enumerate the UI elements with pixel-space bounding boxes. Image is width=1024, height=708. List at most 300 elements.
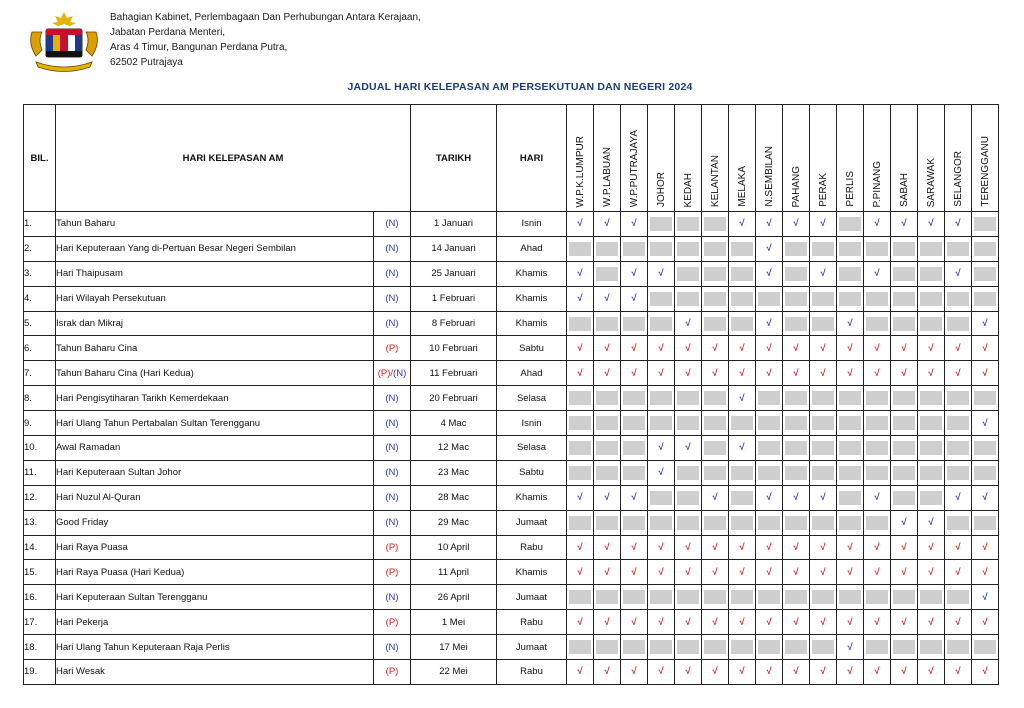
state-check-cell: √ xyxy=(837,535,864,560)
state-off-cell xyxy=(945,460,972,485)
row-number: 9. xyxy=(24,411,56,436)
state-header-label: SELANGOR xyxy=(952,151,964,207)
state-check-cell: √ xyxy=(891,660,918,685)
state-off-cell xyxy=(972,261,999,286)
state-check-cell: √ xyxy=(891,535,918,560)
not-applicable-fill xyxy=(623,242,645,256)
state-off-cell xyxy=(756,460,783,485)
state-off-cell xyxy=(864,236,891,261)
not-applicable-fill xyxy=(650,590,672,604)
state-off-cell xyxy=(783,236,810,261)
col-header-bil: BIL. xyxy=(24,105,56,212)
not-applicable-fill xyxy=(920,441,942,455)
state-check-cell: √ xyxy=(864,560,891,585)
state-off-cell xyxy=(567,510,594,535)
not-applicable-fill xyxy=(569,466,591,480)
state-header xyxy=(594,105,621,212)
holiday-type-badge: (N) xyxy=(374,212,411,237)
not-applicable-fill xyxy=(650,391,672,405)
state-off-cell xyxy=(810,386,837,411)
not-applicable-fill xyxy=(785,416,807,430)
not-applicable-fill xyxy=(974,640,996,654)
row-number: 18. xyxy=(24,635,56,660)
state-off-cell xyxy=(594,386,621,411)
state-off-cell xyxy=(648,485,675,510)
state-check-cell: √ xyxy=(972,560,999,585)
state-off-cell xyxy=(729,236,756,261)
state-off-cell xyxy=(756,386,783,411)
not-applicable-fill xyxy=(947,242,969,256)
state-check-cell: √ xyxy=(945,361,972,386)
not-applicable-fill xyxy=(920,640,942,654)
not-applicable-fill xyxy=(947,590,969,604)
state-off-cell xyxy=(621,436,648,461)
not-applicable-fill xyxy=(569,441,591,455)
state-check-cell: √ xyxy=(567,336,594,361)
state-check-cell: √ xyxy=(756,236,783,261)
state-off-cell xyxy=(567,311,594,336)
row-number: 19. xyxy=(24,660,56,685)
state-off-cell xyxy=(648,411,675,436)
holiday-name: Hari Ulang Tahun Pertabalan Sultan Terengganu xyxy=(56,411,374,436)
holiday-name: Hari Nuzul Al-Quran xyxy=(56,485,374,510)
malaysia-coat-of-arms-logo xyxy=(22,10,106,74)
not-applicable-fill xyxy=(596,441,618,455)
state-check-cell: √ xyxy=(594,212,621,237)
state-off-cell xyxy=(729,635,756,660)
not-applicable-fill xyxy=(731,516,753,530)
state-header xyxy=(621,105,648,212)
state-check-cell: √ xyxy=(567,261,594,286)
not-applicable-fill xyxy=(839,217,861,231)
state-check-cell: √ xyxy=(972,336,999,361)
state-off-cell xyxy=(837,261,864,286)
not-applicable-fill xyxy=(974,292,996,306)
not-applicable-fill xyxy=(866,516,888,530)
not-applicable-fill xyxy=(623,416,645,430)
holiday-date: 14 Januari xyxy=(411,236,497,261)
holiday-day: Khamis xyxy=(497,286,567,311)
state-check-cell: √ xyxy=(891,610,918,635)
state-off-cell xyxy=(810,236,837,261)
holiday-name: Hari Wilayah Persekutuan xyxy=(56,286,374,311)
not-applicable-fill xyxy=(785,317,807,331)
holiday-date: 20 Februari xyxy=(411,386,497,411)
not-applicable-fill xyxy=(947,416,969,430)
state-off-cell xyxy=(567,585,594,610)
state-off-cell xyxy=(594,635,621,660)
state-check-cell: √ xyxy=(783,560,810,585)
state-off-cell xyxy=(891,585,918,610)
not-applicable-fill xyxy=(893,640,915,654)
state-check-cell: √ xyxy=(648,610,675,635)
state-check-cell: √ xyxy=(675,336,702,361)
col-header-date: TARIKH xyxy=(411,105,497,212)
row-number: 12. xyxy=(24,485,56,510)
state-header-label: N.SEMBILAN xyxy=(763,146,775,207)
state-check-cell: √ xyxy=(945,485,972,510)
state-off-cell xyxy=(810,585,837,610)
holiday-day: Rabu xyxy=(497,660,567,685)
holiday-date: 17 Mei xyxy=(411,635,497,660)
state-off-cell xyxy=(945,585,972,610)
state-off-cell xyxy=(567,635,594,660)
holiday-day: Isnin xyxy=(497,212,567,237)
state-check-cell: √ xyxy=(918,610,945,635)
row-number: 17. xyxy=(24,610,56,635)
state-check-cell: √ xyxy=(621,535,648,560)
not-applicable-fill xyxy=(785,292,807,306)
state-check-cell: √ xyxy=(729,660,756,685)
state-off-cell xyxy=(783,460,810,485)
state-off-cell xyxy=(675,485,702,510)
holiday-type-badge: (N) xyxy=(374,585,411,610)
state-check-cell: √ xyxy=(567,485,594,510)
not-applicable-fill xyxy=(947,391,969,405)
state-off-cell xyxy=(918,635,945,660)
state-check-cell: √ xyxy=(891,361,918,386)
state-check-cell: √ xyxy=(891,510,918,535)
state-off-cell xyxy=(945,311,972,336)
not-applicable-fill xyxy=(812,516,834,530)
state-off-cell xyxy=(783,311,810,336)
state-header xyxy=(918,105,945,212)
table-row xyxy=(24,386,999,411)
not-applicable-fill xyxy=(893,391,915,405)
state-off-cell xyxy=(729,485,756,510)
state-off-cell xyxy=(891,286,918,311)
state-check-cell: √ xyxy=(918,560,945,585)
state-check-cell: √ xyxy=(810,535,837,560)
state-check-cell: √ xyxy=(729,386,756,411)
state-check-cell: √ xyxy=(729,436,756,461)
state-check-cell: √ xyxy=(945,660,972,685)
state-header xyxy=(729,105,756,212)
not-applicable-fill xyxy=(839,292,861,306)
state-check-cell: √ xyxy=(945,212,972,237)
not-applicable-fill xyxy=(839,416,861,430)
not-applicable-fill xyxy=(596,640,618,654)
holiday-name: Tahun Baharu Cina xyxy=(56,336,374,361)
state-off-cell xyxy=(864,436,891,461)
state-check-cell: √ xyxy=(972,411,999,436)
state-off-cell xyxy=(945,411,972,436)
state-check-cell: √ xyxy=(837,560,864,585)
row-number: 6. xyxy=(24,336,56,361)
state-off-cell xyxy=(891,236,918,261)
state-off-cell xyxy=(972,236,999,261)
table-row xyxy=(24,510,999,535)
state-off-cell xyxy=(621,585,648,610)
table-row xyxy=(24,236,999,261)
state-header xyxy=(567,105,594,212)
not-applicable-fill xyxy=(704,267,726,281)
state-header xyxy=(864,105,891,212)
not-applicable-fill xyxy=(731,466,753,480)
state-off-cell xyxy=(756,585,783,610)
state-check-cell: √ xyxy=(972,585,999,610)
not-applicable-fill xyxy=(974,466,996,480)
not-applicable-fill xyxy=(596,242,618,256)
holiday-type-badge: (N) xyxy=(374,261,411,286)
table-row xyxy=(24,336,999,361)
state-off-cell xyxy=(810,436,837,461)
table-row xyxy=(24,261,999,286)
state-check-cell: √ xyxy=(621,261,648,286)
state-off-cell xyxy=(594,510,621,535)
state-off-cell xyxy=(837,286,864,311)
holiday-name: Hari Raya Puasa (Hari Kedua) xyxy=(56,560,374,585)
state-off-cell xyxy=(837,436,864,461)
state-check-cell: √ xyxy=(756,535,783,560)
state-off-cell xyxy=(837,485,864,510)
state-check-cell: √ xyxy=(648,560,675,585)
not-applicable-fill xyxy=(677,416,699,430)
not-applicable-fill xyxy=(731,267,753,281)
type-part-state: (P)/ xyxy=(377,367,394,379)
not-applicable-fill xyxy=(650,242,672,256)
state-check-cell: √ xyxy=(675,610,702,635)
not-applicable-fill xyxy=(569,640,591,654)
not-applicable-fill xyxy=(650,217,672,231)
state-check-cell: √ xyxy=(756,261,783,286)
table-row xyxy=(24,560,999,585)
table-row xyxy=(24,635,999,660)
state-check-cell: √ xyxy=(945,336,972,361)
not-applicable-fill xyxy=(947,441,969,455)
state-check-cell: √ xyxy=(567,212,594,237)
not-applicable-fill xyxy=(893,292,915,306)
state-header-label: TERENGGANU xyxy=(979,136,991,207)
state-off-cell xyxy=(567,460,594,485)
state-check-cell: √ xyxy=(594,660,621,685)
not-applicable-fill xyxy=(785,267,807,281)
state-header xyxy=(891,105,918,212)
not-applicable-fill xyxy=(596,317,618,331)
state-check-cell: √ xyxy=(675,436,702,461)
not-applicable-fill xyxy=(893,242,915,256)
not-applicable-fill xyxy=(974,516,996,530)
holiday-name: Hari Keputeraan Yang di-Pertuan Besar Negeri Sembilan xyxy=(56,236,374,261)
state-off-cell xyxy=(945,286,972,311)
address-block xyxy=(110,10,421,70)
not-applicable-fill xyxy=(947,292,969,306)
state-check-cell: √ xyxy=(648,261,675,286)
not-applicable-fill xyxy=(974,242,996,256)
not-applicable-fill xyxy=(704,292,726,306)
not-applicable-fill xyxy=(947,516,969,530)
state-header-label: W.P.LABUAN xyxy=(601,147,613,207)
holiday-name: Hari Keputeraan Sultan Terengganu xyxy=(56,585,374,610)
not-applicable-fill xyxy=(677,640,699,654)
page-title: JADUAL HARI KELEPASAN AM PERSEKUTUAN DAN NEGERI 2024 xyxy=(347,81,693,93)
state-off-cell xyxy=(702,236,729,261)
not-applicable-fill xyxy=(812,292,834,306)
state-off-cell xyxy=(729,460,756,485)
not-applicable-fill xyxy=(866,391,888,405)
not-applicable-fill xyxy=(623,317,645,331)
row-number: 16. xyxy=(24,585,56,610)
holiday-date: 25 Januari xyxy=(411,261,497,286)
state-check-cell: √ xyxy=(675,311,702,336)
state-off-cell xyxy=(945,635,972,660)
holiday-type-badge: (N) xyxy=(374,286,411,311)
not-applicable-fill xyxy=(974,217,996,231)
state-check-cell: √ xyxy=(756,361,783,386)
state-check-cell: √ xyxy=(864,485,891,510)
state-check-cell: √ xyxy=(675,660,702,685)
not-applicable-fill xyxy=(812,242,834,256)
not-applicable-fill xyxy=(839,441,861,455)
not-applicable-fill xyxy=(893,466,915,480)
holiday-day: Sabtu xyxy=(497,336,567,361)
state-off-cell xyxy=(837,585,864,610)
not-applicable-fill xyxy=(731,242,753,256)
state-check-cell: √ xyxy=(756,560,783,585)
holiday-day: Ahad xyxy=(497,361,567,386)
not-applicable-fill xyxy=(704,441,726,455)
state-off-cell xyxy=(594,261,621,286)
not-applicable-fill xyxy=(704,466,726,480)
not-applicable-fill xyxy=(677,466,699,480)
state-off-cell xyxy=(675,460,702,485)
state-check-cell: √ xyxy=(837,635,864,660)
not-applicable-fill xyxy=(785,590,807,604)
state-header-label: PERAK xyxy=(817,173,829,207)
state-off-cell xyxy=(918,261,945,286)
state-off-cell xyxy=(891,411,918,436)
state-off-cell xyxy=(621,386,648,411)
state-off-cell xyxy=(783,436,810,461)
not-applicable-fill xyxy=(866,242,888,256)
state-off-cell xyxy=(567,411,594,436)
holiday-type-badge: (P) xyxy=(374,336,411,361)
table-row xyxy=(24,286,999,311)
table-row xyxy=(24,660,999,685)
state-off-cell xyxy=(837,460,864,485)
state-off-cell xyxy=(648,386,675,411)
holiday-date: 11 Februari xyxy=(411,361,497,386)
state-check-cell: √ xyxy=(837,311,864,336)
not-applicable-fill xyxy=(812,590,834,604)
state-check-cell: √ xyxy=(891,212,918,237)
not-applicable-fill xyxy=(758,640,780,654)
state-off-cell xyxy=(810,510,837,535)
row-number: 7. xyxy=(24,361,56,386)
holiday-name: Tahun Baharu xyxy=(56,212,374,237)
state-off-cell xyxy=(837,411,864,436)
state-header xyxy=(675,105,702,212)
state-check-cell: √ xyxy=(783,336,810,361)
not-applicable-fill xyxy=(650,640,672,654)
not-applicable-fill xyxy=(866,441,888,455)
state-off-cell xyxy=(864,635,891,660)
state-check-cell: √ xyxy=(891,336,918,361)
state-check-cell: √ xyxy=(621,212,648,237)
state-off-cell xyxy=(783,411,810,436)
not-applicable-fill xyxy=(596,466,618,480)
state-off-cell xyxy=(675,286,702,311)
state-check-cell: √ xyxy=(567,535,594,560)
state-check-cell: √ xyxy=(918,361,945,386)
not-applicable-fill xyxy=(893,590,915,604)
state-check-cell: √ xyxy=(918,660,945,685)
state-check-cell: √ xyxy=(567,286,594,311)
not-applicable-fill xyxy=(866,317,888,331)
state-header xyxy=(702,105,729,212)
state-header xyxy=(945,105,972,212)
not-applicable-fill xyxy=(596,590,618,604)
not-applicable-fill xyxy=(569,416,591,430)
holiday-day: Rabu xyxy=(497,535,567,560)
state-off-cell xyxy=(729,585,756,610)
state-off-cell xyxy=(729,411,756,436)
not-applicable-fill xyxy=(650,491,672,505)
not-applicable-fill xyxy=(812,317,834,331)
state-check-cell: √ xyxy=(621,610,648,635)
not-applicable-fill xyxy=(785,466,807,480)
state-header xyxy=(810,105,837,212)
not-applicable-fill xyxy=(704,391,726,405)
state-off-cell xyxy=(702,311,729,336)
state-check-cell: √ xyxy=(621,336,648,361)
holiday-type-badge: (N) xyxy=(374,436,411,461)
state-off-cell xyxy=(972,436,999,461)
holiday-date: 23 Mac xyxy=(411,460,497,485)
state-check-cell: √ xyxy=(594,361,621,386)
not-applicable-fill xyxy=(704,217,726,231)
state-off-cell xyxy=(702,386,729,411)
state-off-cell xyxy=(864,510,891,535)
state-off-cell xyxy=(702,460,729,485)
state-check-cell: √ xyxy=(837,610,864,635)
not-applicable-fill xyxy=(947,466,969,480)
table-row xyxy=(24,535,999,560)
holiday-type-badge xyxy=(374,361,411,386)
holiday-name: Good Friday xyxy=(56,510,374,535)
state-off-cell xyxy=(783,261,810,286)
state-check-cell: √ xyxy=(567,660,594,685)
not-applicable-fill xyxy=(704,590,726,604)
not-applicable-fill xyxy=(731,491,753,505)
state-off-cell xyxy=(783,585,810,610)
state-check-cell: √ xyxy=(702,610,729,635)
state-off-cell xyxy=(945,436,972,461)
state-off-cell xyxy=(675,236,702,261)
not-applicable-fill xyxy=(920,590,942,604)
holiday-name: Israk dan Mikraj xyxy=(56,311,374,336)
holiday-table-body xyxy=(24,212,999,685)
not-applicable-fill xyxy=(677,516,699,530)
not-applicable-fill xyxy=(893,491,915,505)
not-applicable-fill xyxy=(596,416,618,430)
holiday-type-badge: (N) xyxy=(374,510,411,535)
state-off-cell xyxy=(837,386,864,411)
state-off-cell xyxy=(891,485,918,510)
not-applicable-fill xyxy=(731,640,753,654)
state-check-cell: √ xyxy=(621,660,648,685)
not-applicable-fill xyxy=(785,391,807,405)
state-check-cell: √ xyxy=(594,560,621,585)
holiday-date: 11 April xyxy=(411,560,497,585)
state-check-cell: √ xyxy=(972,311,999,336)
state-off-cell xyxy=(918,236,945,261)
not-applicable-fill xyxy=(758,466,780,480)
not-applicable-fill xyxy=(650,317,672,331)
not-applicable-fill xyxy=(650,416,672,430)
not-applicable-fill xyxy=(623,441,645,455)
holiday-day: Sabtu xyxy=(497,460,567,485)
